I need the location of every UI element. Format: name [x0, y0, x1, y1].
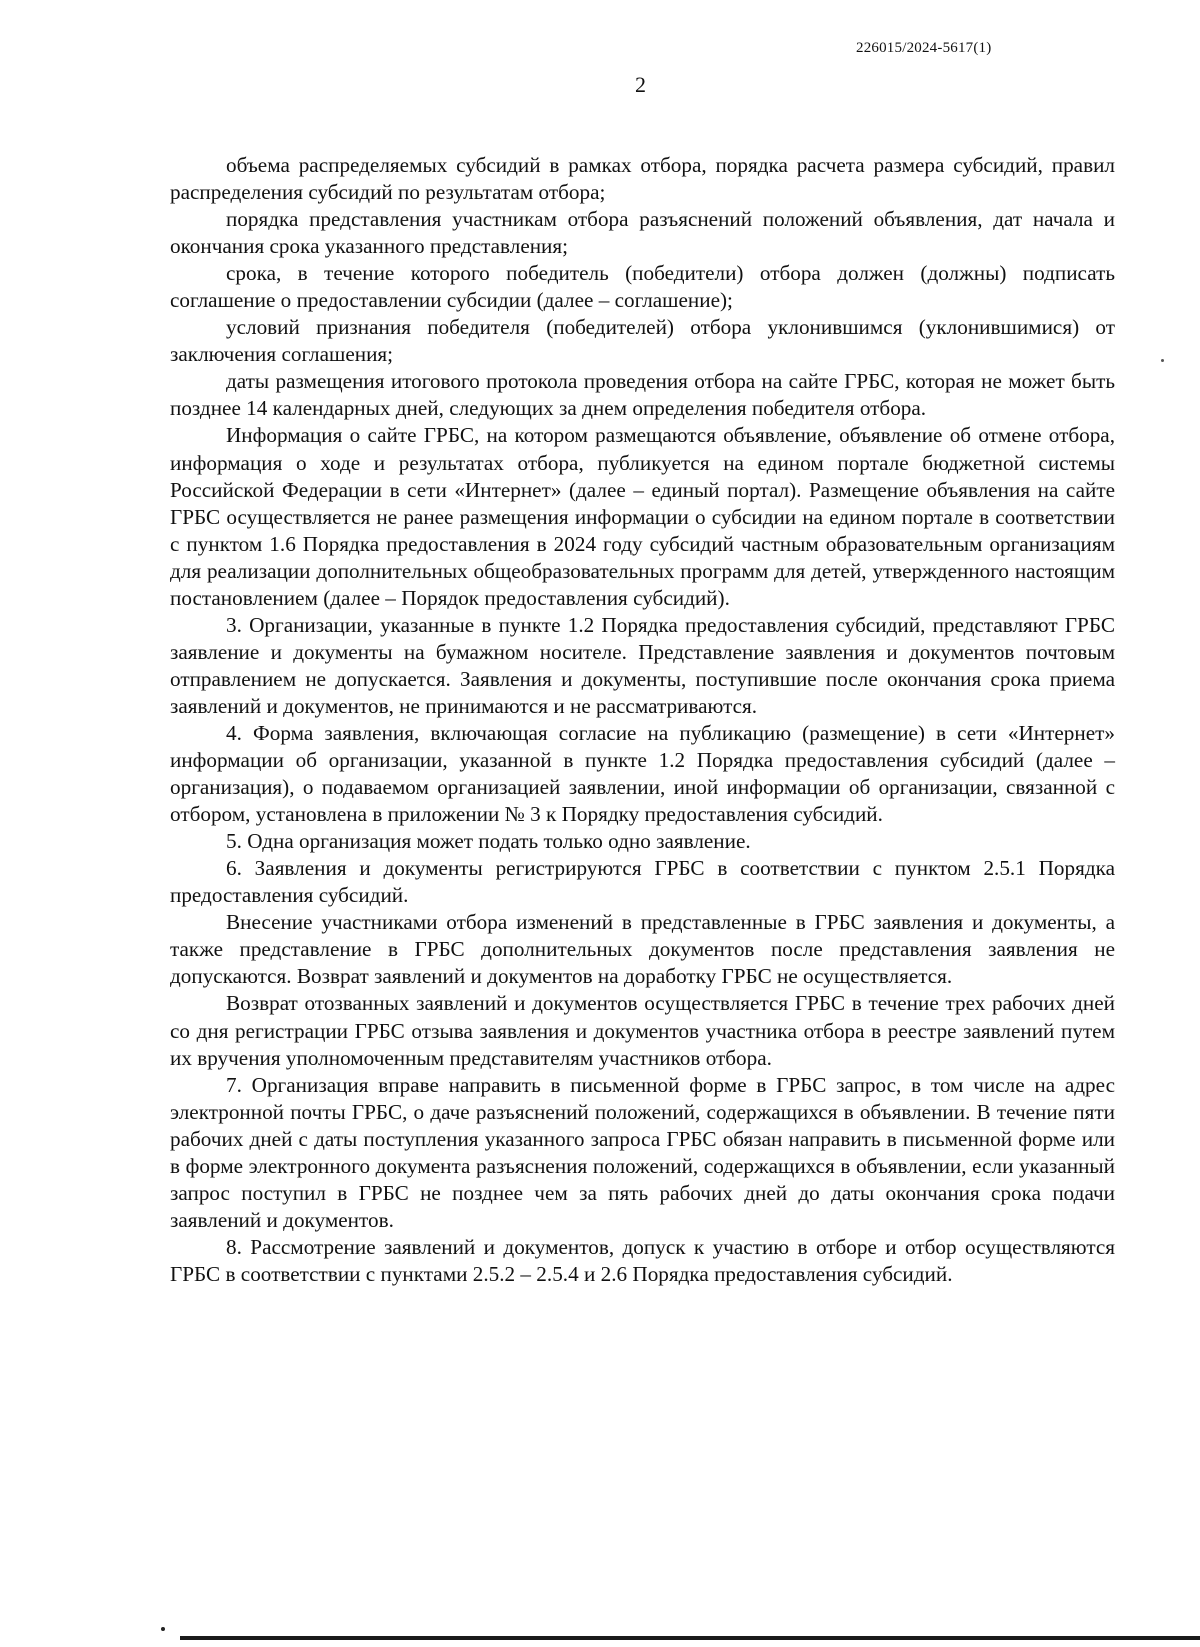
paragraph: Возврат отозванных заявлений и документов осуществляется ГРБС в течение трех рабочих дней со дня регистрации ГРБС отзыва заявления и документов участника отбора в реестре заявлений путем их вручения уполномоченным представителям участников отбора. [170, 991, 1115, 1070]
paragraph: условий признания победителя (победителей) отбора уклонившимся (уклонившимися) от заключения соглашения; [170, 315, 1115, 367]
paragraph: 3. Организации, указанные в пункте 1.2 Порядка предоставления субсидий, представляют ГРБС заявление и документы на бумажном носителе. Представление заявления и документов почтовым отправлением не допускается. Заявления и документы, поступившие после окончания срока приема заявлений и документов, не принимаются и не рассматриваются. [170, 612, 1115, 718]
paragraph: Внесение участниками отбора изменений в представленные в ГРБС заявления и документы, а также представление в ГРБС дополнительных документов после представления заявления не допускаются. Возврат заявлений и документов на доработку ГРБС не осуществляется. [170, 910, 1115, 989]
paragraph: 7. Организация вправе направить в письменной форме в ГРБС запрос, в том числе на адрес электронной почты ГРБС, о даче разъяснений положений, содержащихся в объявлении. В течение пяти рабочих дней с даты поступления указанного запроса ГРБС обязан направить в письменной форме или в форме электронного документа разъяснения положений, содержащихся в объявлении, если указанный запрос поступил в ГРБС не позднее чем за пять рабочих дней до даты окончания срока подачи заявлений и документов. [170, 1072, 1115, 1232]
paragraph: 4. Форма заявления, включающая согласие на публикацию (размещение) в сети «Интернет» информации об организации, указанной в пункте 1.2 Порядка предоставления субсидий (далее – организация), о подаваемом организацией заявлении, иной информации об организации, связанной с отбором, установлена в приложении № 3 к Порядку предоставления субсидий. [170, 720, 1115, 827]
page-number: 2 [635, 72, 646, 97]
scan-artifact [161, 1627, 165, 1631]
scan-edge-line [180, 1636, 1200, 1640]
paragraph: Информация о сайте ГРБС, на котором размещаются объявление, объявление об отмене отбора, информация о ходе и результатах отбора, публикуется на едином портале бюджетной системы Российской Федерации в сети «Интернет» (далее – единый портал). Размещение объявления на сайте ГРБС осуществляется не ранее размещения информации о субсидии на едином портале в соответствии с пунктом 1.6 Порядка предоставления в 2024 году субсидий частным образовательным организациям для реализации дополнительных общеобразовательных программ для детей, утвержденного настоящим постановлением (далее – Порядок предоставления субсидий). [170, 423, 1115, 610]
document-id: 226015/2024-5617(1) [856, 40, 992, 56]
scan-artifact [1161, 359, 1164, 362]
paragraph: срока, в течение которого победитель (победители) отбора должен (должны) подписать соглашение о предоставлении субсидии (далее – соглашение); [170, 261, 1115, 313]
paragraph: объема распределяемых субсидий в рамках отбора, порядка расчета размера субсидий, правил распределения субсидий по результатам отбора; [170, 153, 1115, 205]
paragraph: даты размещения итогового протокола проведения отбора на сайте ГРБС, которая не может быть позднее 14 календарных дней, следующих за днем определения победителя отбора. [170, 369, 1115, 421]
document-body [170, 152, 1115, 1288]
paragraph: 5. Одна организация может подать только одно заявление. [226, 829, 751, 854]
paragraph: 8. Рассмотрение заявлений и документов, допуск к участию в отборе и отбор осуществляются ГРБС в соответствии с пунктами 2.5.2 – 2.5.4 и 2.6 Порядка предоставления субсидий. [170, 1234, 1115, 1286]
paragraph: 6. Заявления и документы регистрируются ГРБС в соответствии с пунктом 2.5.1 Порядка предоставления субсидий. [170, 856, 1115, 908]
paragraph: порядка представления участникам отбора разъяснений положений объявления, дат начала и окончания срока указанного представления; [170, 207, 1115, 259]
